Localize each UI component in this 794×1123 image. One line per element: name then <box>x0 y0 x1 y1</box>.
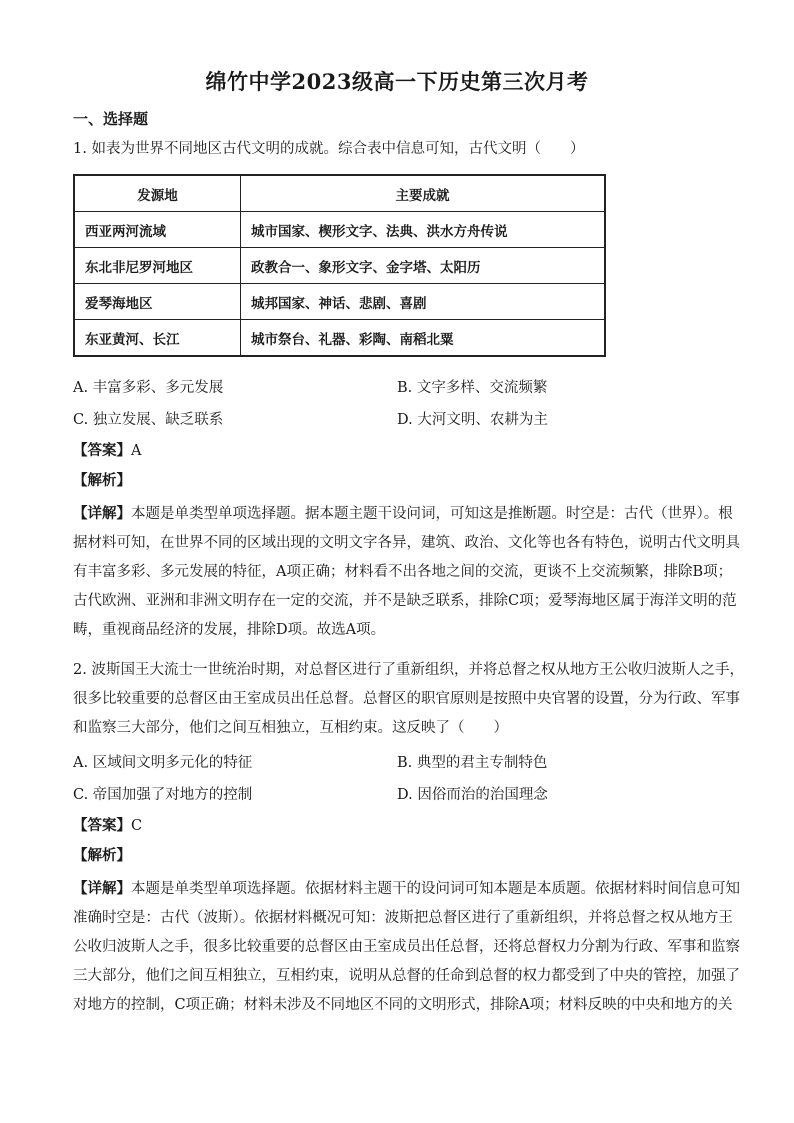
detail-line: 准确时空是：古代（波斯）。依据材料概况可知：波斯把总督区进行了重新组织，并将总督之权从地方王 <box>73 910 733 926</box>
question-1-option-a: A. 丰富多彩、多元发展 <box>73 380 224 396</box>
table-row <box>74 248 605 284</box>
question-2-stem <box>73 656 744 743</box>
question-1-answer <box>73 441 141 461</box>
table-row <box>74 320 605 357</box>
answer-tag: 【答案】 <box>73 817 131 834</box>
table-cell-origin: 爱琴海地区 <box>74 284 241 320</box>
section-heading: 一、选择题 <box>73 110 149 128</box>
question-2-option-c: C. 帝国加强了对地方的控制 <box>73 787 253 803</box>
detail-tag: 【详解】 <box>73 505 131 522</box>
table-cell-achievements: 政教合一、象形文字、金字塔、太阳历 <box>241 248 606 284</box>
detail-line: 据材料可知，在世界不同的区域出现的文明文字各异，建筑、政治、文化等也各有特色，说明古代文明具 <box>73 535 740 551</box>
question-1-detail <box>73 499 740 645</box>
table-cell-achievements: 城市祭台、礼器、彩陶、南稻北粟 <box>241 320 606 357</box>
answer-value: C <box>131 818 143 834</box>
table-row <box>74 284 605 320</box>
table-header-achievements: 主要成就 <box>241 175 606 212</box>
detail-line: 三大部分，他们之间互相独立，互相约束，说明从总督的任命到总督的权力都受到了中央的管控，加强了 <box>73 968 740 984</box>
table-cell-achievements: 城市国家、楔形文字、法典、洪水方舟传说 <box>241 212 606 248</box>
table-cell-origin: 西亚两河流域 <box>74 212 241 248</box>
answer-value: A <box>131 443 142 459</box>
question-2-option-b: B. 典型的君主专制特色 <box>397 755 548 771</box>
question-2-analysis-tag <box>73 846 131 866</box>
analysis-tag: 【解析】 <box>73 472 131 489</box>
detail-line: 【详解】本题是单类型单项选择题。据本题主题干设问词，可知这是推断题。时空是：古代（世界）。根 <box>73 505 733 522</box>
analysis-tag: 【解析】 <box>73 847 131 864</box>
stem-line: 和监察三大部分，他们之间互相独立，互相约束。这反映了（ ） <box>73 720 508 736</box>
table-header-row <box>74 175 605 212</box>
question-1-option-b: B. 文字多样、交流频繁 <box>397 380 548 396</box>
detail-line: 【详解】本题是单类型单项选择题。依据材料主题干的设问词可知本题是本质题。依据材料时间信息可知 <box>73 880 740 897</box>
table-cell-achievements: 城邦国家、神话、悲剧、喜剧 <box>241 284 606 320</box>
detail-line: 畴，重视商品经济的发展，排除D项。故选A项。 <box>73 622 386 638</box>
question-2-detail <box>73 874 740 1020</box>
stem-line: 2. 波斯国王大流士一世统治时期，对总督区进行了重新组织，并将总督之权从地方王公收归波斯人之手， <box>73 662 744 678</box>
table-cell-origin: 东亚黄河、长江 <box>74 320 241 357</box>
detail-tag: 【详解】 <box>73 880 131 897</box>
detail-line: 古代欧洲、亚洲和非洲文明存在一定的交流，并不是缺乏联系，排除C项；爱琴海地区属于海洋文明的范 <box>73 593 737 609</box>
question-2-answer <box>73 816 142 836</box>
detail-line: 对地方的控制，C项正确；材料未涉及不同地区不同的文明形式，排除A项；材料反映的中央和地方的关 <box>73 997 733 1013</box>
question-1-option-d: D. 大河文明、农耕为主 <box>397 412 548 428</box>
stem-line: 很多比较重要的总督区由王室成员出任总督。总督区的职官原则是按照中央官署的设置，分为行政、军事 <box>73 691 740 707</box>
question-1-option-c: C. 独立发展、缺乏联系 <box>73 412 224 428</box>
table-row <box>74 212 605 248</box>
table-cell-origin: 东北非尼罗河地区 <box>74 248 241 284</box>
question-1-analysis-tag <box>73 471 131 491</box>
answer-tag: 【答案】 <box>73 442 131 459</box>
question-2-option-d: D. 因俗而治的治国理念 <box>397 787 548 803</box>
detail-line: 有丰富多彩、多元发展的特征，A项正确；材料看不出各地之间的交流，更谈不上交流频繁，排除B项； <box>73 564 733 580</box>
achievements-table <box>73 174 606 357</box>
question-2-option-a: A. 区域间文明多元化的特征 <box>73 755 253 771</box>
table-header-origin: 发源地 <box>74 175 241 212</box>
question-1-stem: 1. 如表为世界不同地区古代文明的成就。综合表中信息可知，古代文明（ ） <box>73 141 585 157</box>
page-title: 绵竹中学2023级高一下历史第三次月考 <box>205 69 589 94</box>
detail-line: 公收归波斯人之手，很多比较重要的总督区由王室成员出任总督，还将总督权力分割为行政、军事和监察 <box>73 939 740 955</box>
